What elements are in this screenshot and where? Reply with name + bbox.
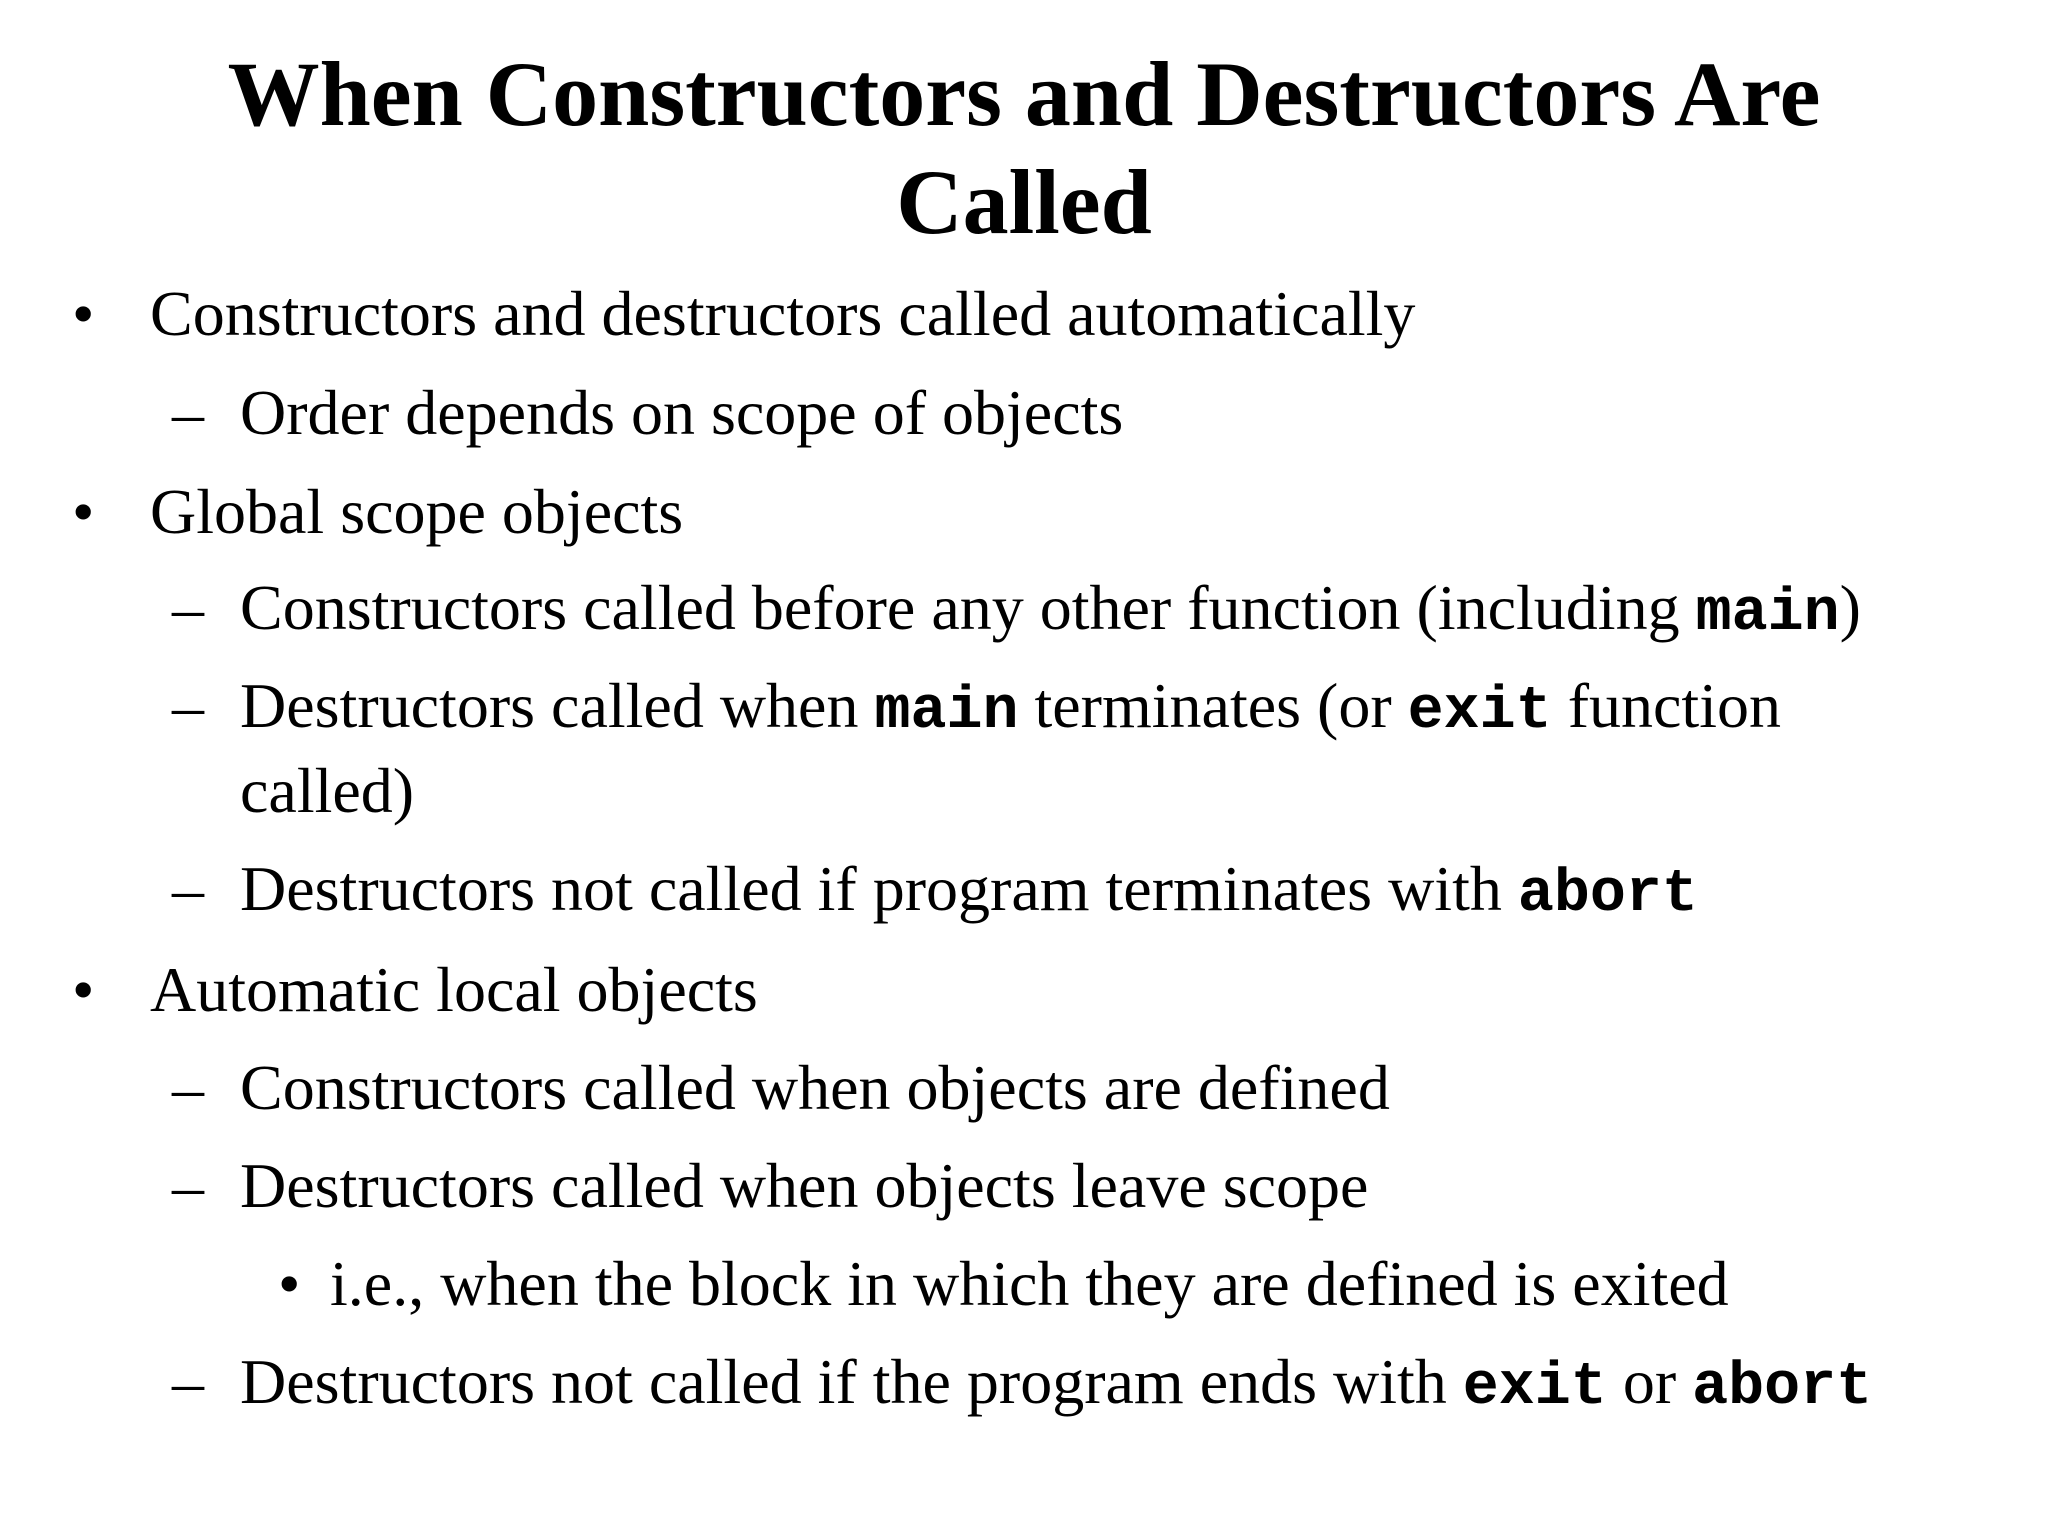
dash-marker: –	[172, 670, 204, 741]
dash-marker: –	[172, 1150, 204, 1221]
code-main: main	[1695, 580, 1840, 648]
dash-marker: –	[172, 1052, 204, 1123]
title-line-1: When Constructors and Destructors Are	[227, 43, 1821, 145]
code-abort: abort	[1692, 1354, 1873, 1422]
bullet-auto-called: Constructors and destructors called automatically	[150, 278, 1416, 349]
dash-marker: –	[172, 572, 204, 643]
code-abort: abort	[1517, 861, 1698, 929]
bullet-marker: •	[278, 1248, 301, 1319]
dash-marker: –	[172, 1346, 204, 1417]
sub-local-exit-abort: Destructors not called if the program ends with exit or abort	[240, 1346, 1873, 1422]
bullet-marker: •	[72, 954, 95, 1025]
bullet-automatic-local: Automatic local objects	[150, 954, 758, 1025]
subsub-block-exited: i.e., when the block in which they are defined is exited	[330, 1248, 1729, 1319]
code-exit: exit	[1462, 1354, 1607, 1422]
title-line-2: Called	[896, 151, 1152, 253]
sub-local-destructors: Destructors called when objects leave scope	[240, 1150, 1369, 1221]
code-main: main	[874, 678, 1019, 746]
dash-marker: –	[172, 853, 204, 924]
sub-global-abort: Destructors not called if program terminates with abort	[240, 853, 1698, 929]
code-exit: exit	[1407, 678, 1552, 746]
bullet-marker: •	[72, 476, 95, 547]
sub-order-scope: Order depends on scope of objects	[240, 377, 1124, 448]
dash-marker: –	[172, 377, 204, 448]
bullet-marker: •	[72, 278, 95, 349]
sub-global-constructors: Constructors called before any other function (including main)	[240, 572, 1861, 648]
sub-local-constructors: Constructors called when objects are defined	[240, 1052, 1390, 1123]
sub-global-destructors: Destructors called when main terminates (or exit function	[240, 670, 1781, 746]
bullet-global-scope: Global scope objects	[150, 476, 684, 547]
slide-title	[0, 40, 2048, 256]
sub-global-destructors-cont: called)	[240, 755, 415, 826]
